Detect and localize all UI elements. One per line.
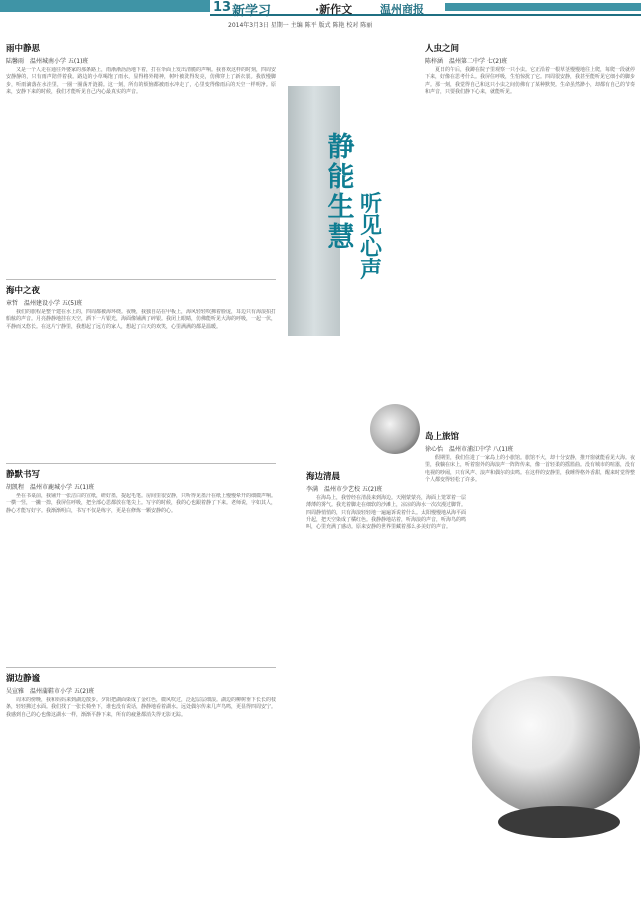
section-title: 新学习 [232,4,272,19]
article-byline: 吴宣雅 温州蒲鞋市小学 五(2)班 [6,688,95,695]
article-body: 又是一个人走在通往外婆家的那条路上，雨淅淅沥沥地下着，打在伞面上发出清脆的声响。我喜欢这样的时刻，四周安安静静的，只有雨声陪伴着我。路边的小草喝饱了雨水，显得格外精神，树叶被洗得发亮，仿佛穿上了新衣裳。我放慢脚步，听雨滴落在水洼里，一圈一圈荡开涟漪。这一刻，所有的烦恼都被雨水冲走了，心里变得像雨后的天空一样明净。原来，安静下来的时候，我们才能听见自己内心最真实的声音。 [6,67,276,96]
divider [6,279,276,280]
coconut-image-small [370,404,420,454]
article-title: 湖边静谧 [6,674,41,684]
right-column-top [425,42,635,422]
article-title: 静默书写 [6,470,41,480]
article-byline: 陆馨雨 温州城南小学 五(1)班 [6,58,89,65]
divider [6,463,276,464]
coconut-shell [498,806,620,838]
article-title: 海中之夜 [6,286,41,296]
coconut-image-large [472,676,640,816]
feature-title-line2: 听见心声 [359,192,382,283]
subsection-title: ·新作文 [315,3,353,16]
article-title: 人虫之间 [425,44,460,54]
article-byline: 章哲 温州建设小学 五(5)班 [6,300,83,307]
article-body: 夏日的午后，我蹲在院子里观察一只小虫。它正沿着一根草茎慢慢地往上爬，每爬一段就停下来，好像在思考什么。我屏住呼吸，生怕惊扰了它。四周很安静，我甚至能听见它细小的脚步声。那一刻，我觉得自己和这只小虫之间仿佛有了某种默契。生命虽然渺小，却都有自己的节奏和声音，只要我们静下心来，就能听见。 [425,67,635,96]
article-title: 岛上旅馆 [425,432,460,442]
date-line: 2014年3月3日 星期一 主编 陈平 版式 陈艳 校对 陈丽 [228,22,373,29]
right-column-bottom [425,430,635,675]
article-body: 在海岛上，我曾经在清晨来到海边。天刚蒙蒙亮，海面上笼罩着一层薄薄的雾气。我光着脚走在细软的沙滩上，凉凉的海水一次次漫过脚背。四周静悄悄的，只有海浪轻轻地一遍遍诉说着什么。太阳慢慢地从海平面升起，把天空染成了橘红色。我静静地站着，听海浪的声音，听海鸟的鸣叫，心里充满了感动。原来安静的世界里藏着那么多美好的声音。 [306,495,466,531]
page-number: 13 [213,0,232,15]
feature-title-line1: 静能生慧 [327,132,355,253]
article-byline: 徐心怡 温州市浦江中学 八(1)班 [425,446,514,453]
article-body: 我们的旅程是整个建在水上的，四周都被海环绕。夜晚，我独自站在甲板上，海风轻轻吹拂着脸庞，耳边只有海浪拍打船舷的声音。月亮静静地挂在天空，洒下一片银光，海面像铺满了碎银。我闭上眼睛，仿佛能听见大海的呼吸，一起一伏，平静而又悠长。在这片宁静里，我想起了远方的家人，想起了白天的欢笑，心里满满的都是温暖。 [6,309,276,330]
article-title: 海边清晨 [306,472,341,482]
article-byline: 胡凯程 温州市鹿城小学 五(1)班 [6,484,95,491]
left-column [6,42,276,912]
article-byline: 李满 温州市少艺校 五(2)班 [306,486,383,493]
article-4 [6,672,276,867]
page-header [0,0,641,20]
header-bar [0,0,210,12]
article-2 [6,284,276,459]
article-3 [6,468,276,663]
article-byline: 陈梓涵 温州第二中学 七(2)班 [425,58,508,65]
newspaper-brand: 温州商报 [380,3,424,16]
header-rule [210,14,641,16]
header-bar-right [445,3,641,11]
article-body: 假期里，我们住进了一家岛上的小旅馆。旅馆不大，却十分安静，推开窗就能看见大海。夜里，我躺在床上，听着窗外的海浪声一阵阵传来，像一首轻柔的摇篮曲。没有城市的喧嚣，没有电视的吵闹，只有风声、浪声和偶尔的虫鸣。在这样的安静里，我睡得格外香甜，醒来时觉得整个人都变得轻松了许多。 [425,455,635,484]
divider [6,667,276,668]
article-body: 周末的傍晚，我和妈妈来到湖边散步。夕阳把湖面染成了金红色，微风吹过，泛起层层细浪。湖边的柳树垂下长长的枝条，轻轻拂过水面。我们找了一张长椅坐下，谁也没有说话，静静地看着湖水。远处偶尔传来几声鸟鸣，更显得四周安宁。我感到自己的心也像这湖水一样，渐渐平静下来，所有的疲惫都消失得无影无踪。 [6,697,276,718]
article-1 [6,42,276,275]
article-body: 坐在书桌前，我铺开一张洁白的宣纸，研好墨，提起毛笔。房间里很安静，只听得见墨汁在纸上慢慢晕开的细微声响。一横一竖，一撇一捺，我屏住呼吸，把全部心思都放在笔尖上。写字的时候，我的心也跟着静了下来。老师说，字如其人，静心才能写好字。我渐渐明白，书写不仅是练字，更是在修炼一颗安静的心。 [6,493,276,514]
article-title: 雨中静思 [6,44,41,54]
